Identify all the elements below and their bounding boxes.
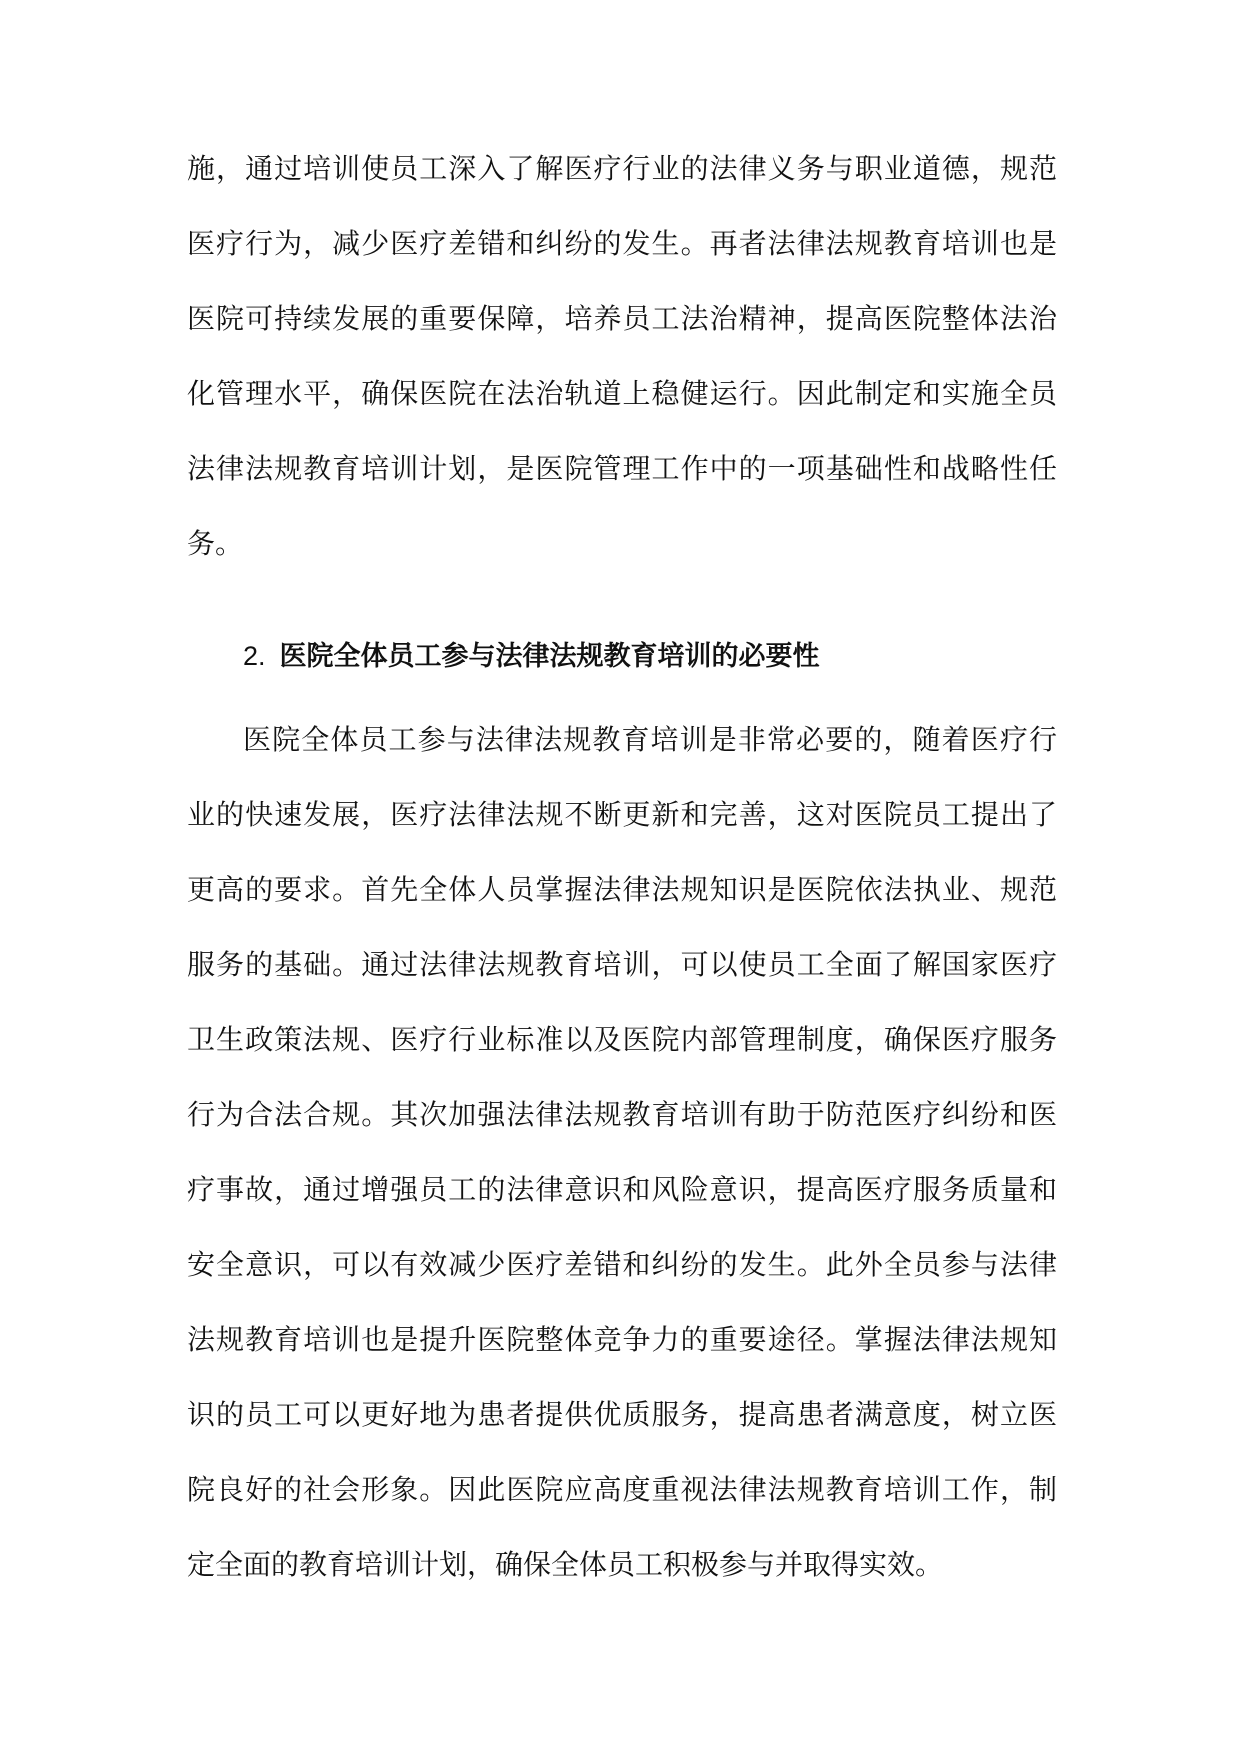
paragraph-necessity: [187, 702, 1057, 1602]
paragraph-continued: [187, 131, 1057, 581]
text-line: 医疗行为，减少医疗差错和纠纷的发生。再者法律法规教育培训也是: [187, 227, 1057, 260]
text-line: 法规教育培训也是提升医院整体竞争力的重要途径。掌握法律法规知: [187, 1323, 1057, 1356]
text-line: 施，通过培训使员工深入了解医疗行业的法律义务与职业道德，规范: [187, 152, 1057, 185]
text-line: 行为合法合规。其次加强法律法规教育培训有助于防范医疗纠纷和医: [187, 1098, 1057, 1131]
text-line: 更高的要求。首先全体人员掌握法律法规知识是医院依法执业、规范: [187, 873, 1057, 906]
text-line: 业的快速发展，医疗法律法规不断更新和完善，这对医院员工提出了: [187, 798, 1057, 831]
text-line: 务。: [187, 527, 244, 560]
text-line: 医院可持续发展的重要保障，培养员工法治精神，提高医院整体法治: [187, 302, 1057, 335]
section-number: 2.: [243, 641, 266, 671]
text-line: 疗事故，通过增强员工的法律意识和风险意识，提高医疗服务质量和: [187, 1173, 1057, 1206]
text-line: 服务的基础。通过法律法规教育培训，可以使员工全面了解国家医疗: [187, 948, 1057, 981]
text-line: 卫生政策法规、医疗行业标准以及医院内部管理制度，确保医疗服务: [187, 1023, 1057, 1056]
text-line: 医院全体员工参与法律法规教育培训是非常必要的，随着医疗行: [243, 723, 1057, 756]
text-line: 法律法规教育培训计划，是医院管理工作中的一项基础性和战略性任: [187, 452, 1057, 485]
section-heading: [243, 619, 1043, 694]
text-line: 定全面的教育培训计划，确保全体员工积极参与并取得实效。: [187, 1548, 944, 1581]
text-line: 识的员工可以更好地为患者提供优质服务，提高患者满意度，树立医: [187, 1398, 1057, 1431]
section-title: 医院全体员工参与法律法规教育培训的必要性: [279, 641, 820, 672]
text-line: 化管理水平，确保医院在法治轨道上稳健运行。因此制定和实施全员: [187, 377, 1057, 410]
text-line: 安全意识，可以有效减少医疗差错和纠纷的发生。此外全员参与法律: [187, 1248, 1057, 1281]
text-line: 院良好的社会形象。因此医院应高度重视法律法规教育培训工作，制: [187, 1473, 1057, 1506]
